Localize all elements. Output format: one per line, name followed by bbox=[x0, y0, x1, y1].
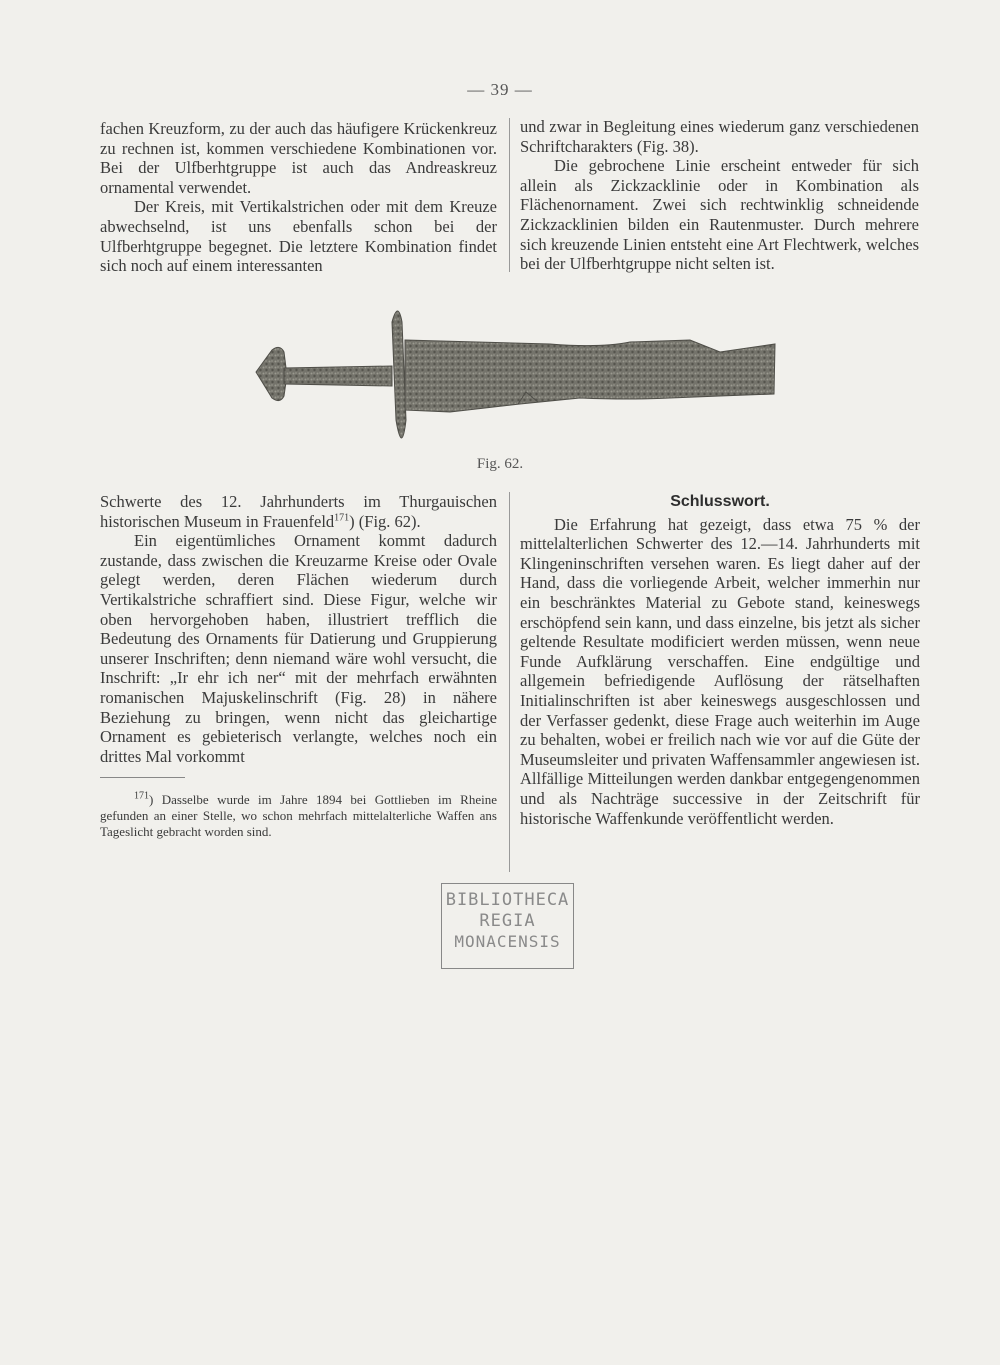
footnote bbox=[100, 792, 497, 840]
footnote-separator bbox=[100, 777, 185, 778]
footnote-reference: 171 bbox=[334, 512, 350, 524]
column-divider-top bbox=[509, 118, 510, 272]
sword-figure bbox=[250, 300, 780, 460]
page-number: — 39 — bbox=[467, 80, 533, 99]
text-fragment: Schwerte des 12. Jahrhunderts im Thurgauischen historischen Museum in Frauenfeld bbox=[100, 492, 497, 531]
text-fragment: ) (Fig. 62). bbox=[349, 511, 421, 531]
footnote-text bbox=[100, 792, 497, 840]
paragraph bbox=[100, 492, 497, 531]
library-stamp bbox=[441, 883, 574, 969]
footnote-body: ) Dasselbe wurde im Jahre 1894 bei Gottlieben im Rheine gefunden an einer Stelle, wo schon mehrfach mittelalterliche Waffen ans Tageslicht gebracht worden sind. bbox=[100, 792, 497, 839]
paragraph: und zwar in Begleitung eines wiederum ganz verschiedenen Schriftcharakters (Fig. 38). bbox=[520, 117, 919, 156]
footnote-mark: 171 bbox=[134, 790, 149, 802]
stamp-line: MONACENSIS bbox=[454, 932, 561, 951]
stamp-line: REGIA bbox=[479, 911, 536, 931]
stamp-line: BIBLIOTHECA bbox=[445, 890, 570, 910]
right-column-top bbox=[520, 117, 919, 274]
right-column-bottom bbox=[520, 492, 920, 828]
paragraph: fachen Kreuzform, zu der auch das häufigere Krückenkreuz zu rechnen ist, kommen verschiedene Kombinationen vor. Bei der Ulfberhtgruppe ist auch das Andreaskreuz ornamental verwendet. bbox=[100, 119, 497, 197]
paragraph: Ein eigentümliches Ornament kommt dadurch zustande, dass zwischen die Kreuzarme Kreise oder Ovale gelegt werden, deren Flächen wiederum durch Vertikalstriche schraffiert sind. Diese Figur, welche wir oben hervorgehoben haben, illustriert trefflich die Bedeutung des Ornaments für Datierung und Gruppierung unserer Inschriften; denn niemand wäre wohl versucht, die Inschrift: „Ir ehr ich ner“ mit der mehrfach erwähnten romanischen Majuskelinschrift (Fig. 28) in nähere Beziehung zu bringen, wenn nicht das gleichartige Ornament es gebieterisch verlangte, welches noch ein drittes Mal vorkommt bbox=[100, 531, 497, 766]
column-divider-bottom bbox=[509, 492, 510, 872]
section-heading: Schlusswort. bbox=[670, 493, 770, 510]
left-column-bottom bbox=[100, 492, 497, 766]
paragraph: Die Erfahrung hat gezeigt, dass etwa 75 % der mittelalterlichen Schwerter des 12.—14. Jahrhunderts mit Klingeninschriften versehen waren. Es liegt daher auf der Hand, dass die vorliegende Arbeit, welcher immerhin nur ein beschränktes Material zu Gebote stand, keineswegs erschöpfend sein kann, und dass einzelne, bis jetzt als sicher geltende Resultate modificiert werden müssen, wenn neue Funde Aufklärung verschaffen. Eine endgültige und allgemein befriedigende Auflösung der rätselhaften Initialinschriften ist aber keineswegs ausgeschlossen und der Verfasser gedenkt, diese Frage auch weiterhin im Auge zu behalten, wobei er freilich nach wie vor auf die Güte der Museumsleiter und privaten Waffensammler angewiesen ist. Allfällige Mitteilungen werden dankbar entgegengenommen und als Nachträge successive in der Zeitschrift für historische Waffenkunde veröffentlicht werden. bbox=[520, 514, 920, 828]
paragraph: Der Kreis, mit Vertikalstrichen oder mit dem Kreuze abwechselnd, ist uns ebenfalls schon bei der Ulfberhtgruppe begegnet. Die letztere Kombination findet sich noch auf einem interessanten bbox=[100, 197, 497, 276]
paragraph: Die gebrochene Linie erscheint entweder für sich allein als Zickzacklinie oder in Kombination als Flächenornament. Zwei sich rechtwinklig schneidende Zickzacklinien bilden ein Rautenmuster. Durch mehrere sich kreuzende Linien entsteht eine Art Flechtwerk, welches bei der Ulfberhtgruppe nicht selten ist. bbox=[520, 156, 919, 274]
sword-image bbox=[250, 300, 780, 460]
left-column-top bbox=[100, 119, 497, 276]
figure-caption: Fig. 62. bbox=[476, 456, 524, 472]
